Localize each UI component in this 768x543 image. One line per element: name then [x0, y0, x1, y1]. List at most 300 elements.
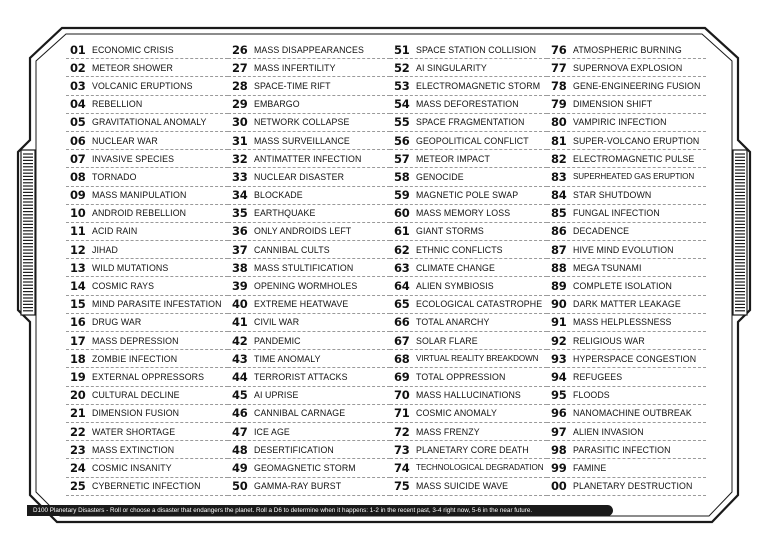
entry-number: 99 — [551, 460, 567, 475]
disaster-entry — [66, 314, 228, 332]
entry-number: 77 — [551, 60, 567, 75]
entry-number: 56 — [394, 133, 410, 148]
entry-text: ATMOSPHERIC BURNING — [573, 44, 682, 55]
disaster-entry — [390, 368, 547, 386]
disaster-entry — [390, 277, 547, 295]
entry-number: 66 — [394, 315, 410, 330]
entry-text: SUPERNOVA EXPLOSION — [573, 62, 683, 73]
disaster-entry — [228, 259, 390, 277]
disaster-entry — [390, 96, 547, 114]
entry-text: MIND PARASITE INFESTATION — [92, 299, 222, 310]
disaster-entry — [228, 277, 390, 295]
disaster-entry — [66, 77, 228, 95]
entry-text: BLOCKADE — [254, 190, 303, 201]
disaster-entry — [547, 296, 706, 314]
entry-number: 05 — [70, 115, 86, 130]
entry-number: 69 — [394, 369, 410, 384]
disaster-entry — [66, 259, 228, 277]
disaster-entry — [228, 114, 390, 132]
disaster-entry — [547, 277, 706, 295]
disaster-entry — [66, 150, 228, 168]
entry-number: 84 — [551, 188, 567, 203]
left-grille — [21, 150, 35, 315]
disaster-entry — [547, 59, 706, 77]
entry-text: SOLAR FLARE — [416, 335, 478, 346]
disaster-entry — [66, 423, 228, 441]
entry-number: 18 — [70, 351, 86, 366]
entry-number: 63 — [394, 260, 410, 275]
entry-number: 65 — [394, 297, 410, 312]
entry-text: PARASITIC INFECTION — [573, 444, 671, 455]
entry-number: 10 — [70, 206, 86, 221]
disaster-entry — [547, 77, 706, 95]
entry-number: 64 — [394, 279, 410, 294]
entry-text: DIMENSION FUSION — [92, 408, 180, 419]
entry-number: 67 — [394, 333, 410, 348]
entry-text: GEOMAGNETIC STORM — [254, 462, 356, 473]
entry-number: 42 — [232, 333, 248, 348]
entry-text: CANNIBAL CULTS — [254, 244, 330, 255]
disaster-entry — [547, 132, 706, 150]
entry-number: 32 — [232, 151, 248, 166]
entry-text: WATER SHORTAGE — [92, 426, 176, 437]
disaster-entry — [547, 41, 706, 59]
disaster-entry — [390, 59, 547, 77]
entry-number: 46 — [232, 406, 248, 421]
entry-number: 81 — [551, 133, 567, 148]
entry-text: ALIEN INVASION — [573, 426, 644, 437]
entry-number: 74 — [394, 460, 410, 475]
entry-number: 52 — [394, 60, 410, 75]
disaster-entry — [390, 241, 547, 259]
entry-text: CIVIL WAR — [254, 317, 300, 328]
disaster-entry — [547, 350, 706, 368]
disaster-entry — [390, 223, 547, 241]
entry-number: 93 — [551, 351, 567, 366]
entry-number: 60 — [394, 206, 410, 221]
entry-number: 21 — [70, 406, 86, 421]
disaster-entry — [390, 259, 547, 277]
entry-number: 40 — [232, 297, 248, 312]
entry-text: NANOMACHINE OUTBREAK — [573, 408, 692, 419]
entry-number: 88 — [551, 260, 567, 275]
disaster-entry — [228, 459, 390, 477]
entry-text: TIME ANOMALY — [254, 353, 321, 364]
entry-text: SPACE FRAGMENTATION — [416, 117, 525, 128]
entry-number: 27 — [232, 60, 248, 75]
entry-text: NUCLEAR WAR — [92, 135, 158, 146]
disaster-entry — [390, 332, 547, 350]
entry-text: SPACE STATION COLLISION — [416, 44, 537, 55]
entry-text: COMPLETE ISOLATION — [573, 281, 672, 292]
entry-number: 97 — [551, 424, 567, 439]
disaster-table — [66, 41, 706, 496]
entry-number: 14 — [70, 279, 86, 294]
entry-text: ANDROID REBELLION — [92, 208, 187, 219]
entry-number: 72 — [394, 424, 410, 439]
entry-number: 43 — [232, 351, 248, 366]
disaster-entry — [228, 368, 390, 386]
entry-text: OPENING WORMHOLES — [254, 281, 358, 292]
disaster-entry — [66, 296, 228, 314]
disaster-entry — [390, 168, 547, 186]
entry-text: MASS DEFORESTATION — [416, 99, 519, 110]
entry-number: 85 — [551, 206, 567, 221]
entry-number: 02 — [70, 60, 86, 75]
entry-number: 96 — [551, 406, 567, 421]
entry-text: EXTREME HEATWAVE — [254, 299, 349, 310]
entry-text: SUPER-VOLCANO ERUPTION — [573, 135, 700, 146]
entry-number: 03 — [70, 78, 86, 93]
entry-number: 20 — [70, 388, 86, 403]
entry-number: 35 — [232, 206, 248, 221]
disaster-entry — [390, 77, 547, 95]
entry-text: CYBERNETIC INFECTION — [92, 481, 201, 492]
entry-text: ELECTROMAGNETIC PULSE — [573, 153, 695, 164]
entry-number: 86 — [551, 224, 567, 239]
entry-text: MASS EXTINCTION — [92, 444, 175, 455]
entry-text: STAR SHUTDOWN — [573, 190, 652, 201]
entry-text: PLANETARY DESTRUCTION — [573, 481, 693, 492]
entry-text: TECHNOLOGICAL DEGRADATION — [416, 463, 544, 473]
disaster-entry — [390, 41, 547, 59]
entry-text: MASS HALLUCINATIONS — [416, 390, 521, 401]
disaster-entry — [390, 478, 547, 496]
entry-text: VIRTUAL REALITY BREAKDOWN — [416, 354, 539, 364]
entry-number: 89 — [551, 279, 567, 294]
disaster-entry — [390, 132, 547, 150]
disaster-entry — [66, 168, 228, 186]
entry-number: 61 — [394, 224, 410, 239]
entry-text: DARK MATTER LEAKAGE — [573, 299, 681, 310]
disaster-entry — [390, 187, 547, 205]
entry-number: 82 — [551, 151, 567, 166]
entry-number: 94 — [551, 369, 567, 384]
entry-number: 07 — [70, 151, 86, 166]
entry-text: INVASIVE SPECIES — [92, 153, 175, 164]
entry-text: ELECTROMAGNETIC STORM — [416, 80, 541, 91]
entry-number: 49 — [232, 460, 248, 475]
disaster-entry — [228, 441, 390, 459]
entry-text: FAMINE — [573, 462, 607, 473]
disaster-entry — [390, 405, 547, 423]
entry-number: 29 — [232, 97, 248, 112]
disaster-entry — [390, 350, 547, 368]
disaster-entry — [547, 150, 706, 168]
disaster-entry — [228, 132, 390, 150]
disaster-entry — [228, 423, 390, 441]
disaster-entry — [66, 205, 228, 223]
disaster-entry — [66, 405, 228, 423]
entry-number: 53 — [394, 78, 410, 93]
entry-text: MASS MEMORY LOSS — [416, 208, 511, 219]
disaster-entry — [228, 314, 390, 332]
entry-text: REBELLION — [92, 99, 143, 110]
entry-text: AI SINGULARITY — [416, 62, 487, 73]
footer-caption: D100 Planetary Disasters - Roll or choose a disaster that endangers the planet. Roll a D6 to determine when it happens: 1-2 in the recent past, 3-4 right now, 5-6 in the near future. — [33, 507, 533, 514]
entry-text: ONLY ANDROIDS LEFT — [254, 226, 352, 237]
entry-text: FUNGAL INFECTION — [573, 208, 660, 219]
disaster-entry — [390, 296, 547, 314]
entry-number: 44 — [232, 369, 248, 384]
entry-number: 26 — [232, 42, 248, 57]
entry-number: 15 — [70, 297, 86, 312]
disaster-entry — [228, 168, 390, 186]
disaster-entry — [66, 277, 228, 295]
entry-text: FLOODS — [573, 390, 610, 401]
entry-text: HYPERSPACE CONGESTION — [573, 353, 697, 364]
entry-text: NETWORK COLLAPSE — [254, 117, 350, 128]
entry-text: REFUGEES — [573, 371, 623, 382]
entry-number: 73 — [394, 442, 410, 457]
disaster-entry — [228, 96, 390, 114]
entry-number: 06 — [70, 133, 86, 148]
entry-text: MASS HELPLESSNESS — [573, 317, 672, 328]
disaster-entry — [390, 459, 547, 477]
entry-number: 98 — [551, 442, 567, 457]
disaster-entry — [228, 478, 390, 496]
disaster-entry — [547, 96, 706, 114]
entry-text: JIHAD — [92, 244, 118, 255]
entry-text: HIVE MIND EVOLUTION — [573, 244, 674, 255]
entry-number: 23 — [70, 442, 86, 457]
entry-number: 16 — [70, 315, 86, 330]
entry-text: MASS INFERTILITY — [254, 62, 336, 73]
entry-number: 38 — [232, 260, 248, 275]
disaster-entry — [66, 350, 228, 368]
disaster-entry — [66, 332, 228, 350]
entry-text: PLANETARY CORE DEATH — [416, 444, 529, 455]
entry-number: 12 — [70, 242, 86, 257]
disaster-entry — [228, 223, 390, 241]
entry-number: 00 — [551, 479, 567, 494]
disaster-entry — [390, 423, 547, 441]
entry-number: 83 — [551, 169, 567, 184]
entry-text: EMBARGO — [254, 99, 300, 110]
disaster-entry — [390, 441, 547, 459]
entry-text: ANTIMATTER INFECTION — [254, 153, 362, 164]
disaster-entry — [66, 441, 228, 459]
disaster-entry — [228, 405, 390, 423]
entry-number: 22 — [70, 424, 86, 439]
disaster-entry — [547, 478, 706, 496]
entry-text: DESERTIFICATION — [254, 444, 334, 455]
entry-number: 17 — [70, 333, 86, 348]
entry-number: 55 — [394, 115, 410, 130]
disaster-entry — [547, 241, 706, 259]
disaster-entry — [66, 459, 228, 477]
entry-text: DIMENSION SHIFT — [573, 99, 653, 110]
entry-text: MASS DISAPPEARANCES — [254, 44, 364, 55]
entry-number: 45 — [232, 388, 248, 403]
entry-text: MASS MANIPULATION — [92, 190, 187, 201]
disaster-entry — [547, 387, 706, 405]
entry-text: NUCLEAR DISASTER — [254, 171, 345, 182]
entry-number: 51 — [394, 42, 410, 57]
disaster-entry — [547, 168, 706, 186]
entry-number: 54 — [394, 97, 410, 112]
entry-number: 24 — [70, 460, 86, 475]
entry-number: 37 — [232, 242, 248, 257]
entry-text: EXTERNAL OPPRESSORS — [92, 371, 205, 382]
entry-text: CLIMATE CHANGE — [416, 262, 495, 273]
entry-number: 08 — [70, 169, 86, 184]
disaster-entry — [66, 114, 228, 132]
entry-number: 47 — [232, 424, 248, 439]
entry-text: ACID RAIN — [92, 226, 138, 237]
entry-number: 11 — [70, 224, 86, 239]
entry-text: MASS SUICIDE WAVE — [416, 481, 509, 492]
disaster-entry — [66, 59, 228, 77]
entry-number: 13 — [70, 260, 86, 275]
entry-text: RELIGIOUS WAR — [573, 335, 645, 346]
entry-number: 58 — [394, 169, 410, 184]
entry-number: 48 — [232, 442, 248, 457]
disaster-entry — [547, 259, 706, 277]
entry-text: ETHNIC CONFLICTS — [416, 244, 503, 255]
entry-text: TERRORIST ATTACKS — [254, 371, 348, 382]
entry-number: 36 — [232, 224, 248, 239]
disaster-entry — [390, 387, 547, 405]
entry-text: COSMIC ANOMALY — [416, 408, 497, 419]
disaster-entry — [390, 150, 547, 168]
entry-text: TOTAL ANARCHY — [416, 317, 490, 328]
entry-number: 59 — [394, 188, 410, 203]
entry-number: 78 — [551, 78, 567, 93]
entry-number: 62 — [394, 242, 410, 257]
disaster-entry — [547, 332, 706, 350]
entry-text: TOTAL OPPRESSION — [416, 371, 506, 382]
disaster-entry — [547, 423, 706, 441]
disaster-entry — [390, 114, 547, 132]
disaster-entry — [228, 59, 390, 77]
disaster-entry — [547, 368, 706, 386]
entry-number: 68 — [394, 351, 410, 366]
right-grille — [733, 150, 747, 315]
entry-number: 79 — [551, 97, 567, 112]
entry-number: 70 — [394, 388, 410, 403]
disaster-entry — [228, 187, 390, 205]
entry-number: 95 — [551, 388, 567, 403]
entry-text: VAMPIRIC INFECTION — [573, 117, 667, 128]
entry-text: CULTURAL DECLINE — [92, 390, 180, 401]
entry-text: COSMIC RAYS — [92, 281, 155, 292]
entry-number: 87 — [551, 242, 567, 257]
disaster-entry — [547, 187, 706, 205]
entry-text: METEOR IMPACT — [416, 153, 490, 164]
entry-text: SUPERHEATED GAS ERUPTION — [573, 172, 695, 182]
entry-text: GENE-ENGINEERING FUSION — [573, 80, 701, 91]
disaster-entry — [547, 314, 706, 332]
entry-text: ALIEN SYMBIOSIS — [416, 281, 494, 292]
entry-number: 31 — [232, 133, 248, 148]
entry-text: DECADENCE — [573, 226, 630, 237]
disaster-entry — [228, 387, 390, 405]
entry-text: GENOCIDE — [416, 171, 464, 182]
disaster-entry — [547, 205, 706, 223]
entry-number: 34 — [232, 188, 248, 203]
entry-text: GIANT STORMS — [416, 226, 484, 237]
entry-text: MEGA TSUNAMI — [573, 262, 642, 273]
entry-text: GEOPOLITICAL CONFLICT — [416, 135, 529, 146]
entry-number: 01 — [70, 42, 86, 57]
entry-number: 25 — [70, 479, 86, 494]
entry-text: MASS DEPRESSION — [92, 335, 179, 346]
entry-text: CANNIBAL CARNAGE — [254, 408, 346, 419]
entry-text: COSMIC INSANITY — [92, 462, 172, 473]
entry-number: 33 — [232, 169, 248, 184]
entry-text: MASS STULTIFICATION — [254, 262, 354, 273]
entry-number: 90 — [551, 297, 567, 312]
disaster-entry — [547, 405, 706, 423]
entry-text: GRAVITATIONAL ANOMALY — [92, 117, 207, 128]
disaster-entry — [228, 205, 390, 223]
entry-text: PANDEMIC — [254, 335, 301, 346]
disaster-entry — [66, 132, 228, 150]
entry-number: 50 — [232, 479, 248, 494]
entry-number: 92 — [551, 333, 567, 348]
entry-number: 71 — [394, 406, 410, 421]
entry-number: 19 — [70, 369, 86, 384]
entry-number: 57 — [394, 151, 410, 166]
entry-number: 28 — [232, 78, 248, 93]
disaster-entry — [390, 314, 547, 332]
disaster-entry — [228, 41, 390, 59]
entry-text: ECOLOGICAL CATASTROPHE — [416, 299, 543, 310]
disaster-entry — [390, 205, 547, 223]
entry-text: METEOR SHOWER — [92, 62, 173, 73]
entry-text: AI UPRISE — [254, 390, 299, 401]
entry-text: ECONOMIC CRISIS — [92, 44, 174, 55]
entry-text: SPACE-TIME RIFT — [254, 80, 331, 91]
entry-text: MASS FRENZY — [416, 426, 480, 437]
disaster-entry — [547, 114, 706, 132]
disaster-entry — [547, 459, 706, 477]
entry-text: GAMMA-RAY BURST — [254, 481, 342, 492]
disaster-entry — [66, 368, 228, 386]
entry-number: 91 — [551, 315, 567, 330]
disaster-entry — [66, 187, 228, 205]
disaster-entry — [66, 223, 228, 241]
entry-text: WILD MUTATIONS — [92, 262, 169, 273]
entry-number: 39 — [232, 279, 248, 294]
entry-text: TORNADO — [92, 171, 137, 182]
entry-number: 80 — [551, 115, 567, 130]
entry-number: 04 — [70, 97, 86, 112]
entry-text: MASS SURVEILLANCE — [254, 135, 350, 146]
entry-number: 30 — [232, 115, 248, 130]
entry-number: 41 — [232, 315, 248, 330]
disaster-entry — [228, 350, 390, 368]
disaster-entry — [228, 241, 390, 259]
entry-text: EARTHQUAKE — [254, 208, 316, 219]
entry-text: MAGNETIC POLE SWAP — [416, 190, 519, 201]
entry-text: DRUG WAR — [92, 317, 142, 328]
entry-number: 75 — [394, 479, 410, 494]
disaster-entry — [547, 223, 706, 241]
disaster-entry — [66, 241, 228, 259]
disaster-entry — [228, 296, 390, 314]
disaster-entry — [66, 387, 228, 405]
entry-number: 76 — [551, 42, 567, 57]
disaster-entry — [228, 332, 390, 350]
disaster-entry — [66, 41, 228, 59]
entry-number: 09 — [70, 188, 86, 203]
entry-text: VOLCANIC ERUPTIONS — [92, 80, 193, 91]
disaster-entry — [228, 77, 390, 95]
disaster-entry — [547, 441, 706, 459]
entry-text: ICE AGE — [254, 426, 290, 437]
